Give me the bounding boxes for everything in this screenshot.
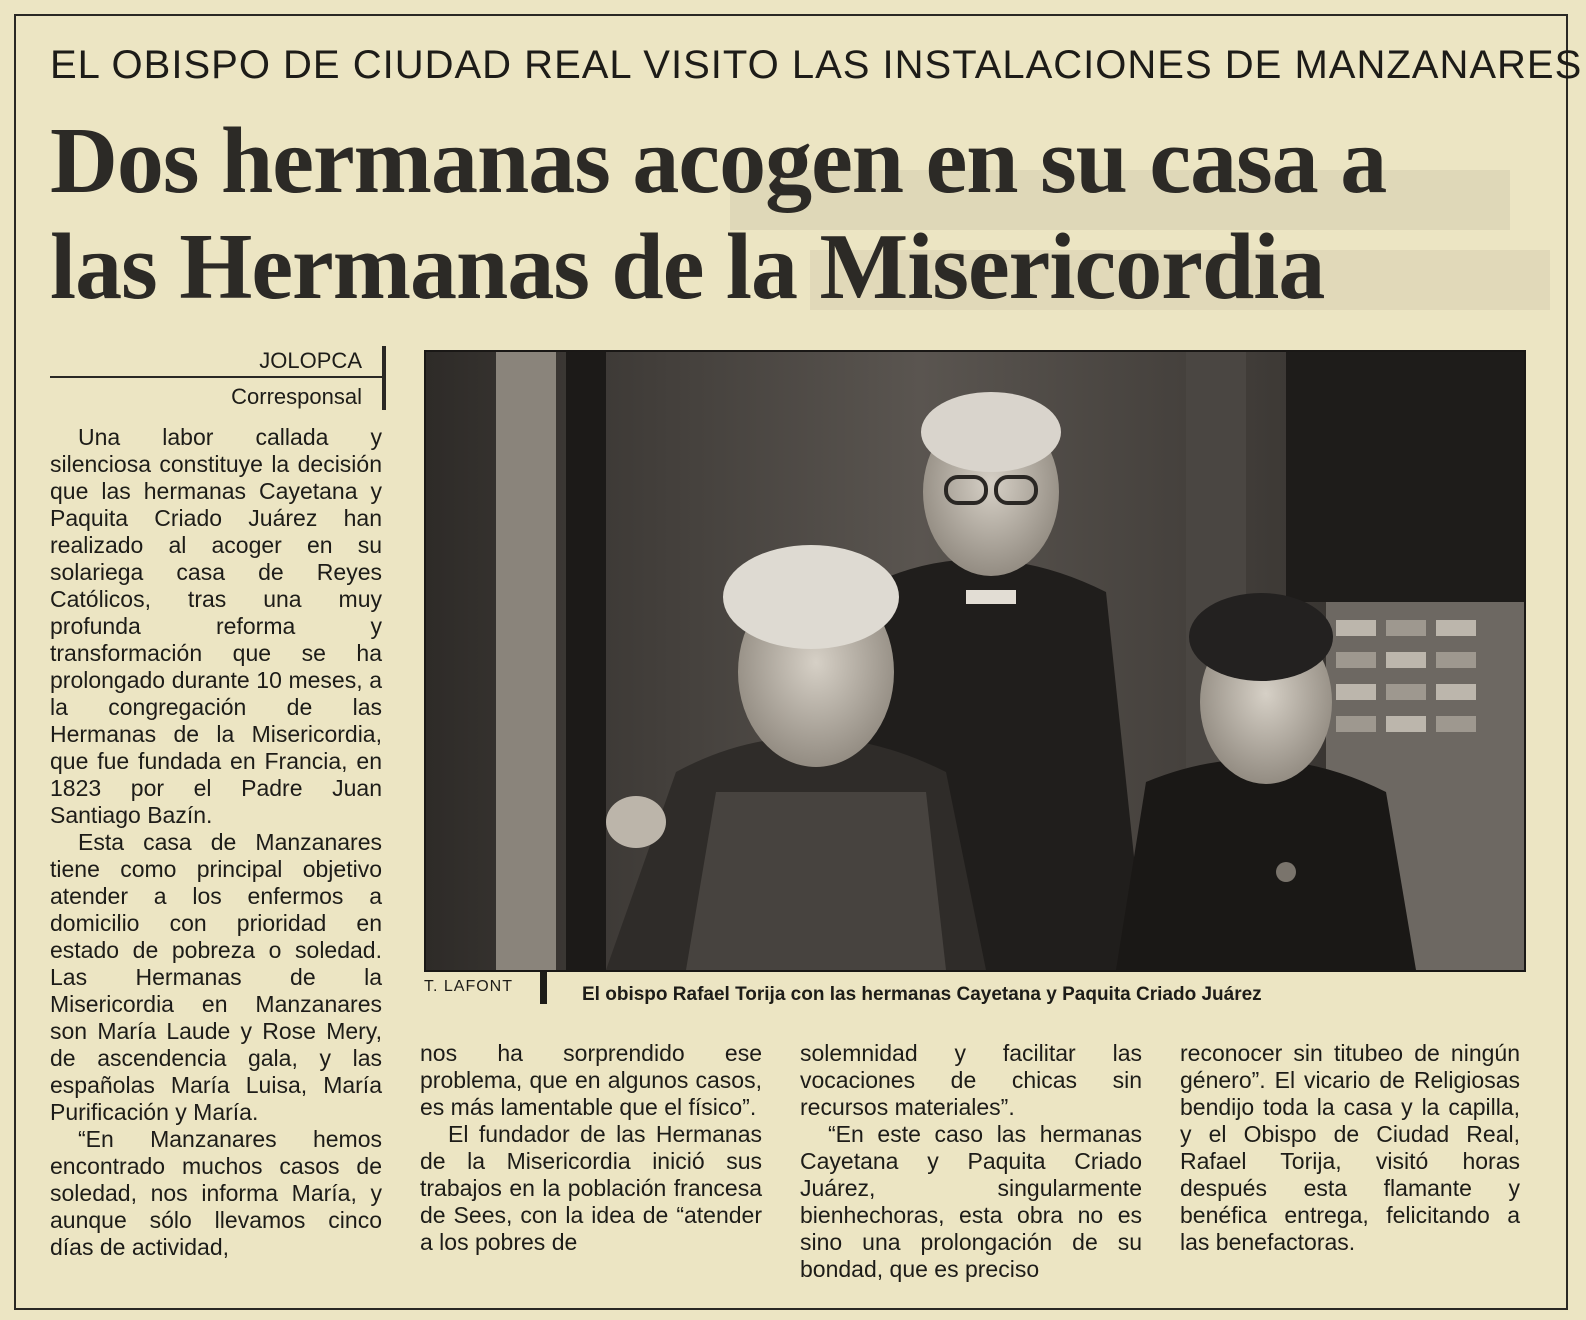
- paragraph: nos ha sorprendido ese problema, que en algunos casos, es más lamentable que el físico”.: [420, 1040, 762, 1120]
- byline-bar: [382, 346, 386, 410]
- byline: [50, 346, 380, 414]
- paragraph: “En este caso las hermanas Cayetana y Paquita Criado Juárez, singularmente bienhechoras, esta obra no es sino una prolongación de su bondad, que es preciso: [800, 1121, 1142, 1282]
- photo-credit: T. LAFONT: [424, 978, 514, 995]
- paragraph: “En Manzanares hemos encontrado muchos casos de soledad, nos informa María, y aunque sólo llevamos cinco días de actividad,: [50, 1126, 382, 1260]
- column-3: [800, 1040, 1142, 1283]
- paragraph: El fundador de las Hermanas de la Misericordia inició sus trabajos en la población francesa de Sees, con la idea de “atender a los pobres de: [420, 1121, 762, 1255]
- kicker-headline: EL OBISPO DE CIUDAD REAL VISITO LAS INSTALACIONES DE MANZANARES: [50, 43, 1583, 87]
- column-4: [1180, 1040, 1520, 1256]
- byline-rule: [50, 376, 384, 378]
- paragraph: Una labor callada y silenciosa constituye la decisión que las hermanas Cayetana y Paquita Criado Juárez han realizado al acoger en su solariega casa de Reyes Católicos, tras una muy profunda reforma y transformación que se ha prolongado durante 10 meses, a la congregación de las Hermanas de la Misericordia, que fue fundada en Francia, en 1823 por el Padre Juan Santiago Bazín.: [50, 424, 382, 828]
- headline-line-1: Dos hermanas acogen en su casa a: [50, 109, 1387, 213]
- paragraph: solemnidad y facilitar las vocaciones de chicas sin recursos materiales”.: [800, 1040, 1142, 1120]
- paragraph: Esta casa de Manzanares tiene como principal objetivo atender a los enfermos a domicilio con prioridad en estado de pobreza o soledad. Las Hermanas de la Misericordia en Manzanares son María Laude y Rose Mery, de ascendencia gala, y las españolas María Luisa, María Purificación y María.: [50, 829, 382, 1125]
- column-2: [420, 1040, 762, 1256]
- byline-name: JOLOPCA: [259, 348, 362, 373]
- photo-illustration: [426, 352, 1524, 970]
- caption-bar: [540, 972, 547, 1004]
- photo-caption: El obispo Rafael Torija con las hermanas Cayetana y Paquita Criado Juárez: [582, 984, 1262, 1005]
- headline-line-2: las Hermanas de la Misericordia: [50, 215, 1325, 319]
- news-photo: [424, 350, 1526, 972]
- byline-role: Corresponsal: [231, 384, 362, 409]
- column-1: [50, 424, 382, 1261]
- main-headline: [50, 108, 1530, 320]
- paragraph: reconocer sin titubeo de ningún género”. El vicario de Religiosas bendijo toda la casa y la capilla, y el Obispo de Ciudad Real, Rafael Torija, visitó horas después esta flamante y benéfica entrega, felicitando a las benefactoras.: [1180, 1040, 1520, 1255]
